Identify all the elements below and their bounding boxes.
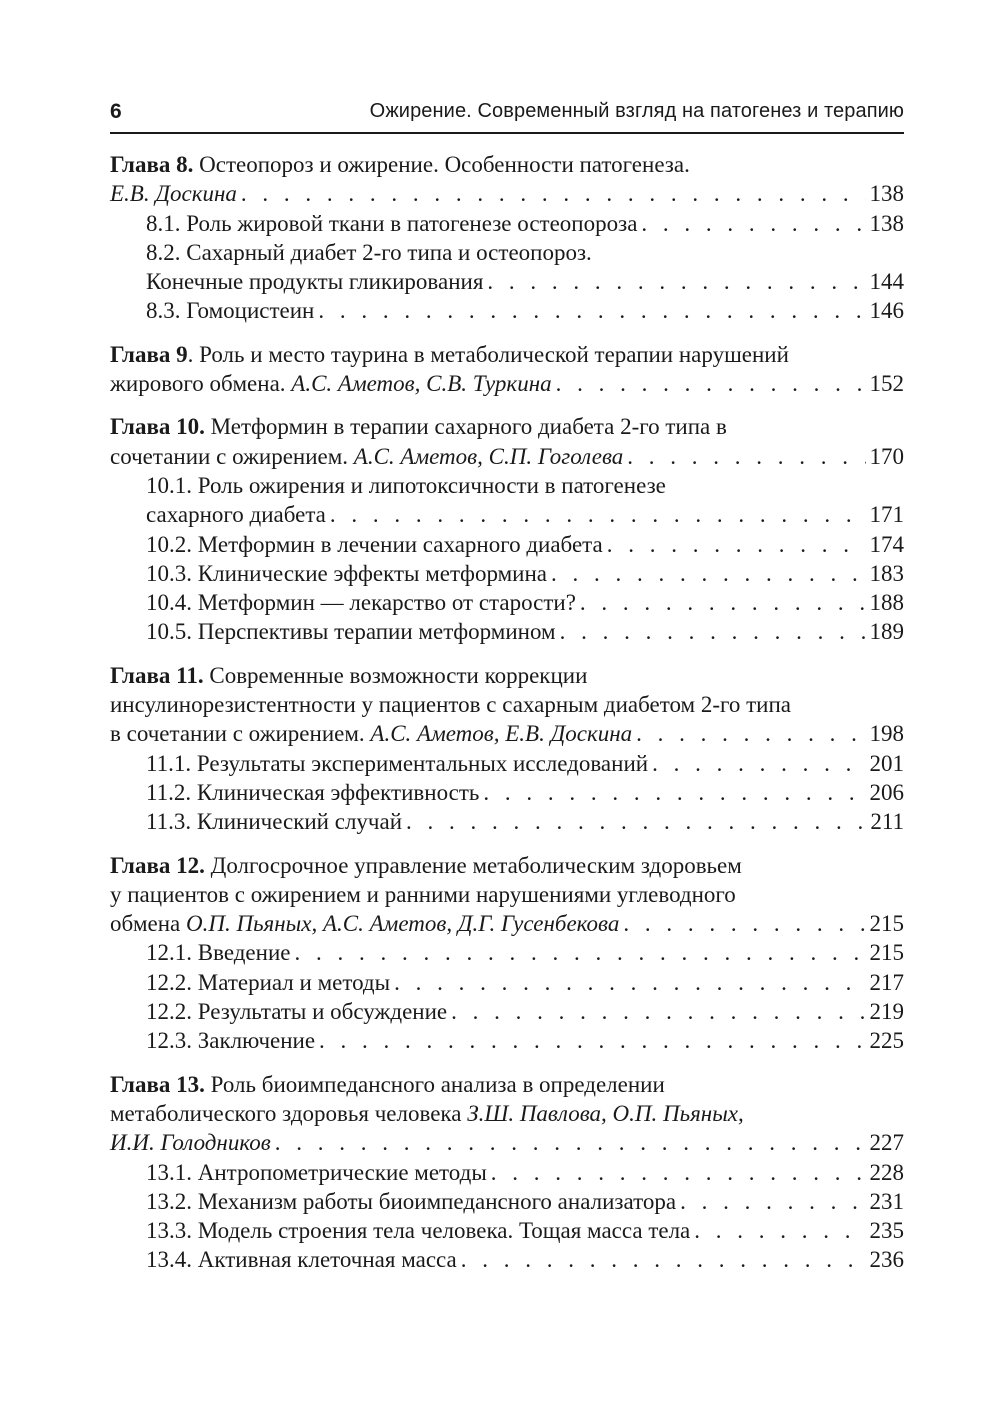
chapter-title-line	[110, 412, 904, 441]
toc-section[interactable]	[110, 617, 904, 646]
chapter-authors: А.С. Аметов, С.П. Гоголева	[353, 443, 624, 469]
toc-section[interactable]	[110, 938, 904, 967]
chapter-title-line	[110, 661, 904, 690]
chapter-authors-cont: И.И. Голодников	[110, 1130, 271, 1156]
dot-leader	[487, 267, 865, 296]
page-ref: 219	[869, 999, 904, 1025]
page-ref: 152	[869, 371, 904, 397]
page-ref: 217	[869, 969, 904, 995]
chapter-title: Остеопороз и ожирение. Особенности патогенеза.	[199, 152, 690, 177]
section-title: 10.2. Метформин в лечении сахарного диабета	[146, 531, 603, 557]
page-ref: 174	[869, 531, 904, 557]
page-ref: 211	[870, 809, 904, 835]
dot-leader	[551, 559, 866, 588]
dot-leader	[330, 500, 866, 529]
chapter-label: Глава 9	[110, 341, 188, 367]
page-ref: 235	[869, 1218, 904, 1244]
chapter-title-line	[110, 1070, 904, 1099]
dot-leader	[275, 1128, 866, 1157]
chapter-label: Глава 8.	[110, 152, 194, 177]
toc-section[interactable]	[110, 1158, 904, 1187]
toc-section[interactable]	[110, 1026, 904, 1055]
toc-section[interactable]	[110, 778, 904, 807]
page-ref: 215	[869, 940, 904, 966]
chapter-authors-line[interactable]	[110, 719, 904, 748]
toc-chapter-12	[110, 851, 904, 1056]
chapter-authors: З.Ш. Павлова, О.П. Пьяных,	[467, 1100, 744, 1126]
toc-section[interactable]	[110, 209, 904, 238]
toc-section[interactable]	[110, 997, 904, 1026]
chapter-authors: Е.В. Доскина	[110, 181, 237, 207]
chapter-title: . Роль и место таурина в метаболической терапии нарушений	[187, 341, 789, 367]
dot-leader	[560, 617, 866, 646]
chapter-authors: А.С. Аметов, С.В. Туркина	[291, 371, 552, 397]
section-title: 13.2. Механизм работы биоимпедансного анализатора	[146, 1188, 677, 1214]
toc-section[interactable]	[110, 1216, 904, 1245]
chapter-title-cont: инсулинорезистентности у пациентов с сахарным диабетом 2-го типа	[110, 692, 791, 718]
page-ref: 225	[869, 1028, 904, 1054]
toc-section[interactable]	[110, 530, 904, 559]
section-title: 12.2. Результаты и обсуждение	[146, 999, 448, 1025]
chapter-authors: О.П. Пьяных, А.С. Аметов, Д.Г. Гусенбекова	[186, 911, 620, 937]
dot-leader	[394, 968, 865, 997]
page-ref: 144	[869, 269, 904, 295]
page-ref: 170	[869, 443, 904, 469]
dot-leader	[491, 1158, 866, 1187]
chapter-title: Метформин в терапии сахарного диабета 2-го типа в	[210, 414, 727, 440]
section-title: 8.1. Роль жировой ткани в патогенезе остеопороза	[146, 210, 638, 236]
section-title: 13.3. Модель строения тела человека. Тощая масса тела	[146, 1218, 691, 1244]
dot-leader	[294, 938, 865, 967]
chapter-title-cont: в сочетании с ожирением.	[110, 721, 365, 747]
dot-leader	[607, 530, 866, 559]
page-ref: 146	[869, 298, 904, 324]
page-ref: 231	[869, 1188, 904, 1214]
page-ref: 183	[869, 560, 904, 586]
section-title: 12.3. Заключение	[146, 1028, 316, 1054]
toc-section[interactable]	[110, 968, 904, 997]
toc-section[interactable]	[110, 500, 904, 529]
page-ref: 188	[869, 590, 904, 616]
running-title: Ожирение. Современный взгляд на патогенез и терапию	[369, 100, 904, 122]
dot-leader	[652, 749, 865, 778]
page-ref: 171	[869, 502, 904, 528]
toc-section[interactable]	[110, 749, 904, 778]
chapter-title-cont: обмена	[110, 911, 181, 937]
chapter-authors-line[interactable]	[110, 1128, 904, 1157]
section-title-line	[110, 238, 904, 267]
chapter-title-cont: сочетании с ожирением.	[110, 443, 349, 469]
section-title: 11.1. Результаты экспериментальных исследований	[146, 750, 649, 776]
dot-leader	[641, 209, 865, 238]
toc-chapter-8	[110, 150, 904, 326]
toc-chapter-9	[110, 340, 904, 399]
page-ref: 189	[869, 619, 904, 645]
page-ref: 198	[869, 721, 904, 747]
table-of-contents	[110, 150, 904, 1275]
chapter-authors-line[interactable]	[110, 369, 904, 398]
chapter-authors-line[interactable]	[110, 179, 904, 208]
chapter-label: Глава 13.	[110, 1071, 205, 1097]
page-ref: 138	[869, 210, 904, 236]
chapter-title-cont: метаболического здоровья человека	[110, 1100, 462, 1126]
chapter-title-line	[110, 851, 904, 880]
dot-leader	[319, 1026, 865, 1055]
dot-leader	[556, 369, 866, 398]
section-title: 10.1. Роль ожирения и липотоксичности в патогенезе	[146, 472, 666, 498]
dot-leader	[241, 179, 866, 208]
dot-leader	[461, 1245, 866, 1274]
dot-leader	[623, 909, 865, 938]
chapter-title-line	[110, 340, 904, 369]
toc-section[interactable]	[110, 807, 904, 836]
chapter-title-cont: у пациентов с ожирением и ранними нарушениями углеводного	[110, 881, 736, 907]
dot-leader	[483, 778, 865, 807]
section-title: 11.2. Клиническая эффективность	[146, 779, 480, 805]
dot-leader	[318, 296, 865, 325]
section-title-cont: Конечные продукты гликирования	[146, 269, 484, 295]
page-number: 6	[110, 100, 122, 123]
running-header	[110, 96, 904, 134]
dot-leader	[580, 588, 866, 617]
section-title: 12.1. Введение	[146, 940, 291, 966]
toc-chapter-10	[110, 412, 904, 646]
toc-section[interactable]	[110, 559, 904, 588]
section-title-line	[110, 471, 904, 500]
dot-leader	[451, 997, 865, 1026]
toc-chapter-13	[110, 1070, 904, 1275]
chapter-label: Глава 10.	[110, 414, 205, 440]
toc-chapter-11	[110, 661, 904, 837]
chapter-title-line	[110, 1099, 904, 1128]
toc-section[interactable]	[110, 267, 904, 296]
page-ref: 206	[869, 779, 904, 805]
page-ref: 227	[869, 1130, 904, 1156]
chapter-label: Глава 12.	[110, 852, 205, 878]
chapter-title-line	[110, 880, 904, 909]
page-ref: 228	[869, 1159, 904, 1185]
chapter-title-line	[110, 690, 904, 719]
chapter-authors: А.С. Аметов, Е.В. Доскина	[370, 721, 633, 747]
chapter-title: Долгосрочное управление метаболическим здоровьем	[210, 852, 742, 878]
section-title: 13.4. Активная клеточная масса	[146, 1247, 457, 1273]
section-title-cont: сахарного диабета	[146, 502, 326, 528]
page-ref: 138	[869, 181, 904, 207]
section-title: 8.2. Сахарный диабет 2-го типа и остеопороз.	[146, 239, 592, 265]
chapter-authors-line[interactable]	[110, 442, 904, 471]
toc-section[interactable]	[110, 588, 904, 617]
toc-section[interactable]	[110, 1187, 904, 1216]
chapter-label: Глава 11.	[110, 662, 204, 688]
section-title: 12.2. Материал и методы	[146, 969, 391, 995]
dot-leader	[406, 807, 866, 836]
page-ref: 236	[869, 1247, 904, 1273]
page-ref: 215	[869, 911, 904, 937]
chapter-title-cont: жирового обмена.	[110, 371, 286, 397]
dot-leader	[694, 1216, 865, 1245]
dot-leader	[627, 442, 865, 471]
toc-section[interactable]	[110, 1245, 904, 1274]
section-title: 10.5. Перспективы терапии метформином	[146, 619, 556, 645]
chapter-title: Роль биоимпедансного анализа в определении	[210, 1071, 665, 1097]
chapter-title: Современные возможности коррекции	[209, 662, 588, 688]
section-title: 13.1. Антропометрические методы	[146, 1159, 487, 1185]
section-title: 10.4. Метформин — лекарство от старости?	[146, 590, 576, 616]
toc-section[interactable]	[110, 296, 904, 325]
page-ref: 201	[869, 750, 904, 776]
chapter-authors-line[interactable]	[110, 909, 904, 938]
section-title: 8.3. Гомоцистеин	[146, 298, 315, 324]
chapter-title-line	[110, 150, 904, 179]
dot-leader	[680, 1187, 865, 1216]
section-title: 11.3. Клинический случай	[146, 809, 403, 835]
dot-leader	[636, 719, 865, 748]
section-title: 10.3. Клинические эффекты метформина	[146, 560, 547, 586]
